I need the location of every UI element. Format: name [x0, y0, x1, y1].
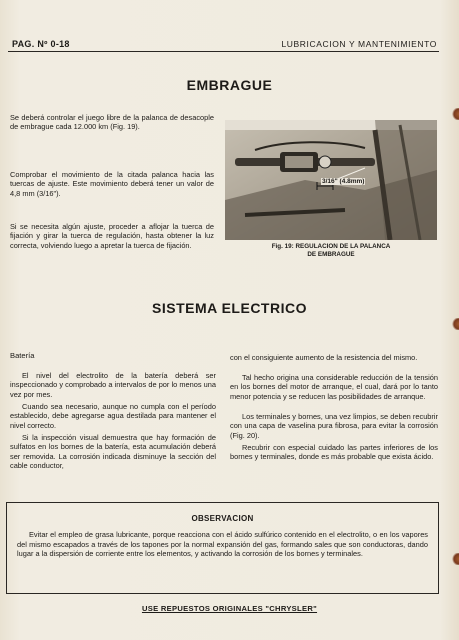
embrague-paragraph-3: Si se necesita algún ajuste, proceder a aflojar la tuerca de fijación y girar la tuerca de regulación, hasta obtener la luz correcta, volviendo luego a apretar la tuerca de fijación. — [10, 222, 214, 250]
section-heading: LUBRICACION Y MANTENIMIENTO — [281, 39, 437, 49]
embrague-paragraph-1: Se deberá controlar el juego libre de la palanca de desacople de embrague cada 12.000 km (Fig. 19). — [10, 113, 214, 132]
binder-hole-top — [449, 108, 459, 120]
binder-hole-bottom — [449, 553, 459, 565]
bateria-paragraph-7: Recubrir con especial cuidado las partes inferiores de los bornes y terminales, donde es más probable que exista ácido. — [230, 443, 438, 462]
bateria-paragraph-2: Cuando sea necesario, aunque no cumpla con el período establecido, debe agregarse agua destilada para mantener el nivel correcto. — [10, 402, 216, 430]
bateria-paragraph-1: El nivel del electrolito de la batería deberá ser inspeccionado y comprobado a intervalos de por lo menos una vez por mes. — [10, 371, 216, 399]
figure-caption-line-1: Fig. 19: REGULACION DE LA PALANCA — [271, 243, 391, 250]
observacion-box — [6, 502, 439, 594]
embrague-title: EMBRAGUE — [186, 77, 273, 93]
bateria-paragraph-6: Los terminales y bornes, una vez limpios, se deben recubrir con una capa de vaselina pura fibrosa, para evitar la corrosión (Fig. 20). — [230, 412, 438, 440]
bateria-subtitle: Batería — [10, 351, 35, 360]
dimension-label: 3/16" (4.8mm) — [322, 178, 365, 185]
sistema-title: SISTEMA ELECTRICO — [152, 300, 307, 316]
figure-caption-line-2: DE EMBRAGUE — [307, 251, 355, 258]
figure-caption — [225, 243, 437, 259]
bateria-paragraph-3: Si la inspección visual demuestra que hay formación de sulfatos en los bornes de la batería, esta acumulación deberá ser removida. La corrosión indicada disminuye la sección del cable conductor, — [10, 433, 216, 471]
bateria-paragraph-4: con el consiguiente aumento de la resistencia del mismo. — [230, 353, 418, 362]
observacion-title: OBSERVACION — [191, 514, 254, 523]
page-number: PAG. Nº 0-18 — [12, 39, 70, 49]
embrague-paragraph-2: Comprobar el movimiento de la citada palanca hacia las tuercas de ajuste. Este movimiento deberá tener un valor de 4,8 mm (3/16"). — [10, 170, 214, 198]
header-rule — [8, 51, 439, 52]
clutch-lever-photo — [225, 120, 437, 240]
binder-hole-middle — [449, 318, 459, 330]
observacion-text: Evitar el empleo de grasa lubricante, porque reacciona con el ácido sulfúrico contenido en el electrolito, o en los vapores del mismo escapados a través de los tapones por la normal expansión del gas, formando sales que son conductoras, dando lugar a la dispersión de corriente entre los elementos, y activando la corrosión de los bornes y terminales. — [17, 530, 428, 559]
bateria-paragraph-5: Tal hecho origina una considerable reducción de la tensión en los bornes del motor de arranque, el cual, dará por lo tanto menor potencia y se reducen las posibilidades de arranque. — [230, 373, 438, 401]
footer-note: USE REPUESTOS ORIGINALES "CHRYSLER" — [141, 604, 318, 613]
